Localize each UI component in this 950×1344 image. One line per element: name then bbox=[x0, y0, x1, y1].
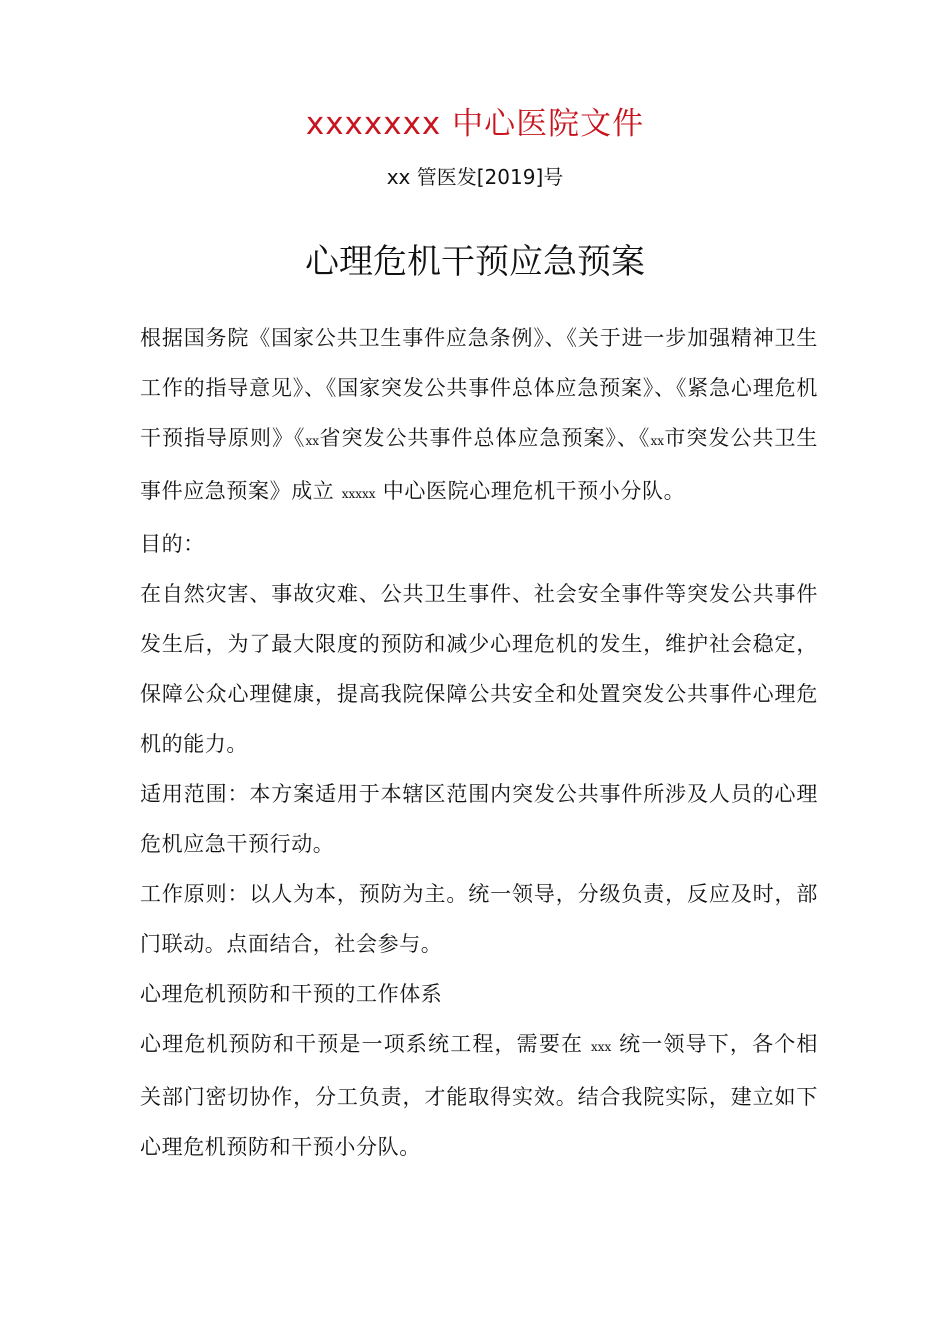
placeholder-hospital: xxxxx bbox=[341, 487, 376, 501]
paragraph-text: 根据国务院《国家公共卫生事件应急条例》、《关于进一步加强精神卫生工作的指导意见》、《国家突发公共事件总体应急预案》、《紧急心理危机干预指导原则》《 bbox=[140, 326, 818, 450]
paragraph-system bbox=[140, 1019, 818, 1172]
paragraph-text: 中心医院心理危机干预小分队。 bbox=[375, 479, 686, 503]
document-header: xxxxxxx 中心医院文件 bbox=[305, 106, 645, 142]
paragraph-text: 市突发公共卫生事件应急预案》成立 bbox=[140, 426, 818, 503]
paragraph-purpose-heading bbox=[140, 519, 818, 569]
document-body bbox=[140, 313, 818, 1172]
paragraph-purpose bbox=[140, 569, 818, 769]
paragraph-text: 心理危机预防和干预是一项系统工程，需要在 bbox=[140, 1032, 591, 1056]
paragraph-text: 在自然灾害、事故灾难、公共卫生事件、社会安全事件等突发公共事件发生后，为了最大限度的预防和减少心理危机的发生，维护社会稳定，保障公众心理健康，提高我院保障公共安全和处置突发公共事件心理危机的能力。 bbox=[140, 582, 818, 756]
paragraph-text: 目的： bbox=[140, 532, 205, 556]
paragraph-scope bbox=[140, 769, 818, 869]
document-title: 心理危机干预应急预案 bbox=[305, 242, 645, 282]
paragraph-text: 工作原则：以人为本，预防为主。统一领导，分级负责，反应及时，部门联动。点面结合，社会参与。 bbox=[140, 882, 818, 956]
document-number: xx 管医发[2019]号 bbox=[386, 165, 564, 189]
paragraph-basis bbox=[140, 313, 818, 519]
placeholder-city: xx bbox=[650, 434, 664, 448]
paragraph-system-heading bbox=[140, 969, 818, 1019]
paragraph-text: 心理危机预防和干预的工作体系 bbox=[140, 982, 443, 1006]
paragraph-text: 适用范围：本方案适用于本辖区范围内突发公共事件所涉及人员的心理危机应急干预行动。 bbox=[140, 782, 818, 856]
paragraph-text: 统一领导下，各个相关部门密切协作，分工负责，才能取得实效。结合我院实际，建立如下心理危机预防和干预小分队。 bbox=[140, 1032, 818, 1159]
paragraph-text: 省突发公共事件总体应急预案》、《 bbox=[319, 426, 651, 450]
placeholder-authority: xxx bbox=[590, 1040, 612, 1054]
placeholder-province: xx bbox=[305, 434, 320, 448]
paragraph-principles bbox=[140, 869, 818, 969]
